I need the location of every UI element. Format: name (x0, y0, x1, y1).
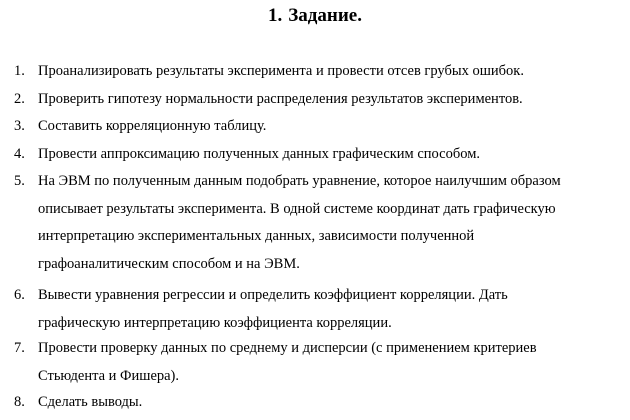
list-item-line: графоаналитическим способом и на ЭВМ. (38, 255, 300, 272)
list-item-text (38, 58, 618, 86)
list-item-line: Провести проверку данных по среднему и дисперсии (с применением критериев (38, 340, 537, 356)
list-item-text (38, 335, 618, 390)
list-item-number: 1. (14, 63, 25, 79)
list-item-text (38, 168, 618, 278)
list-item-line: графическую интерпретацию коэффициента корреляции. (38, 314, 392, 331)
list-item-line: Составить корреляционную таблицу. (38, 118, 267, 134)
list-item-line: На ЭВМ по полученным данным подобрать уравнение, которое наилучшим образом (38, 173, 561, 189)
list-item-number: 4. (14, 146, 25, 162)
list-item-line: Провести аппроксимацию полученных данных графическим способом. (38, 146, 481, 162)
list-item-number: 3. (14, 118, 25, 134)
section-number: 1. (268, 5, 283, 26)
list-item-number: 6. (14, 287, 25, 303)
list-item-text (38, 282, 618, 337)
section-title: Задание. (288, 5, 362, 26)
list-item-line: описывает результаты эксперимента. В одной системе координат дать графическую (38, 200, 556, 217)
list-item-number: 7. (14, 340, 25, 356)
list-item-line: Вывести уравнения регрессии и определить коэффициент корреляции. Дать (38, 287, 508, 303)
list-item-line: интерпретацию экспериментальных данных, зависимости полученной (38, 228, 475, 244)
list-item-text (38, 141, 618, 169)
list-item-line: Сделать выводы. (38, 394, 143, 410)
list-item-line: Проверить гипотезу нормальности распределения результатов экспериментов. (38, 91, 523, 107)
list-item-line: Проанализировать результаты эксперимента и провести отсев грубых ошибок. (38, 63, 524, 79)
list-item-text (38, 389, 618, 417)
list-item-number: 5. (14, 173, 25, 189)
list-item-line: Стьюдента и Фишера). (38, 367, 180, 384)
list-item-text (38, 113, 618, 141)
list-item-number: 2. (14, 91, 25, 107)
list-item-number: 8. (14, 394, 25, 410)
list-item-text (38, 86, 618, 114)
